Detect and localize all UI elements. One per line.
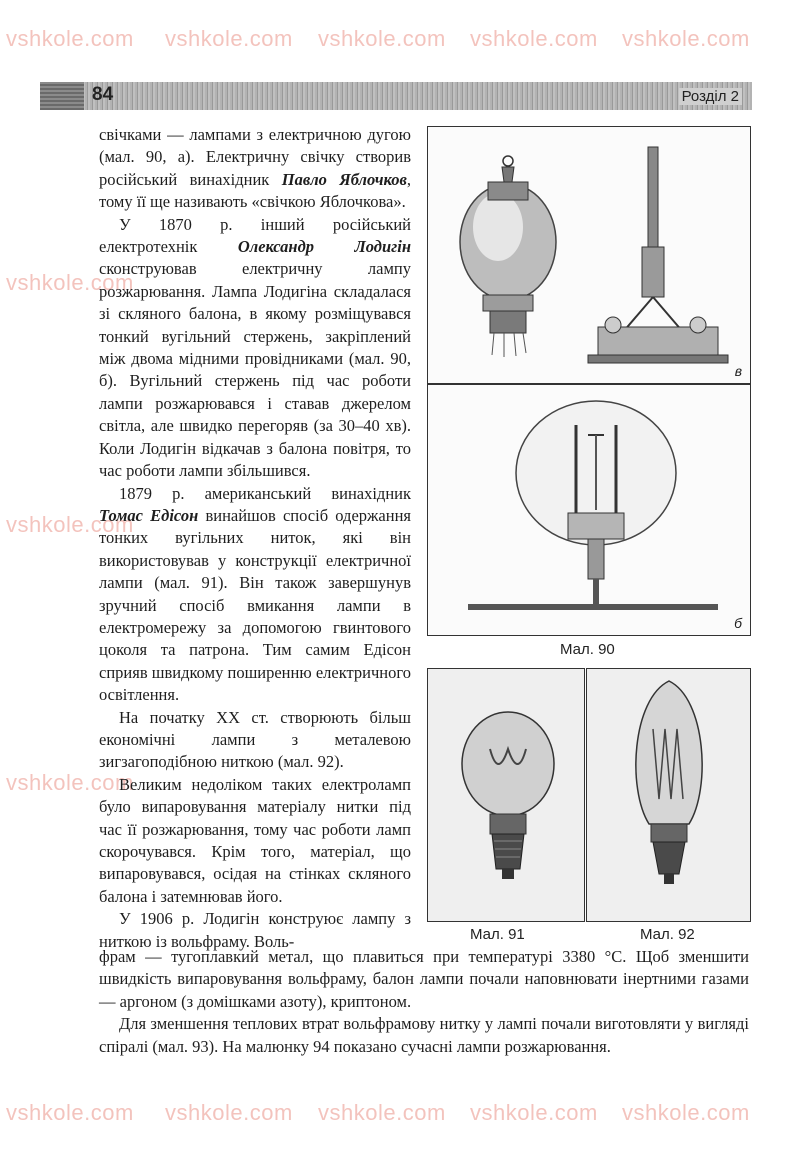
header-bar — [40, 82, 752, 110]
page-number: 84 — [92, 84, 114, 105]
inventor-name: Томас Едісон — [99, 505, 199, 525]
watermark: vshkole.com — [6, 770, 134, 795]
inventor-name: Павло Яблочков — [281, 169, 407, 189]
watermark: vshkole.com — [6, 512, 134, 537]
paragraph: Для зменшення теплових втрат вольфрамову нитку у лампі почали виготовляти у вигляді спіралі (мал. 93). На малюнку 94 показано сучасні лампи розжарювання. — [99, 1014, 749, 1056]
inventor-name: Олександр Лодигін — [237, 237, 412, 257]
watermark: vshkole.com — [6, 26, 134, 51]
text-column — [99, 124, 411, 953]
figure-90b — [427, 384, 751, 636]
edison-lamp-illustration — [428, 669, 584, 921]
figure-91 — [427, 668, 585, 922]
paragraph: У 1870 р. інший російський електротехнік Олександр Лодигін сконструював електричну лампу розжарювання. Лампа Лодигіна складалася зі скляного балона, в якому розміщувався тонкий вугільний стержень, закріплений між двома мідними провідниками (мал. 90, б). Вугільний стержень під час роботи лампи розжарювався і ставав джерелом світла, але швидко перегоряв (за 30–40 хв). Коли Лодигін відкачав з балона повітря, то час роботи лампи збільшився. — [99, 214, 412, 481]
watermark: vshkole.com — [470, 1100, 598, 1125]
figure-caption: Мал. 92 — [640, 926, 695, 943]
paragraph: Великим недоліком таких електроламп було випаровування матеріалу нитки під час її розжарювання, тому час роботи ламп скорочувався. Крім того, матеріал, що випаровувався, осідая на стінках скляного балона і затемнював його. — [99, 774, 411, 906]
watermark: vshkole.com — [622, 26, 750, 51]
arc-lamp-illustration — [428, 127, 750, 383]
figure-caption: Мал. 90 — [560, 641, 615, 658]
paragraph: свічками — лампами з електричною дугою (мал. 90, а). Електричну свічку створив російський винахідник Павло Яблочков, тому її ще називають «свічкою Яблочкова». — [99, 125, 411, 212]
paragraph: фрам — тугоплавкий метал, що плавиться при температурі 3380 °С. Щоб зменшити швидкість випаровування вольфраму, балон лампи почали наповнювати інертними газами — аргоном (з домішками азоту), криптоном. — [99, 947, 749, 1011]
section-label: Розділ 2 — [679, 88, 742, 105]
watermark: vshkole.com — [318, 26, 446, 51]
lodygin-lamp-illustration — [428, 385, 750, 635]
figure-letter: б — [734, 615, 742, 631]
watermark: vshkole.com — [6, 1100, 134, 1125]
watermark: vshkole.com — [6, 270, 134, 295]
figure-letter: в — [734, 363, 742, 379]
header-ornament — [40, 82, 84, 110]
paragraph: У 1906 р. Лодигін конструює лампу з ниткою із вольфраму. Воль- — [99, 909, 411, 951]
text-full-width — [99, 946, 749, 1058]
figure-92 — [586, 668, 751, 922]
watermark: vshkole.com — [165, 1100, 293, 1125]
paragraph: 1879 р. американський винахідник Томас Едісон винайшов спосіб одержання тонких вугільних ниток, які він використовував у конструкції електричної лампи (мал. 91). Він також завершунув зручний спосіб вмикання лампи в електромережу за допомогою гвинтового цоколя та патрона. Тим самим Едісон сприяв швидкому поширенню електричного освітлення. — [99, 483, 411, 705]
figure-90a — [427, 126, 751, 384]
watermark: vshkole.com — [318, 1100, 446, 1125]
zigzag-filament-lamp-illustration — [587, 669, 750, 921]
watermark: vshkole.com — [470, 26, 598, 51]
paragraph: На початку XX ст. створюють більш економічні лампи з металевою зигзагоподібною ниткою (мал. 92). — [99, 707, 411, 772]
watermark: vshkole.com — [622, 1100, 750, 1125]
figure-caption: Мал. 91 — [470, 926, 525, 943]
watermark: vshkole.com — [165, 26, 293, 51]
